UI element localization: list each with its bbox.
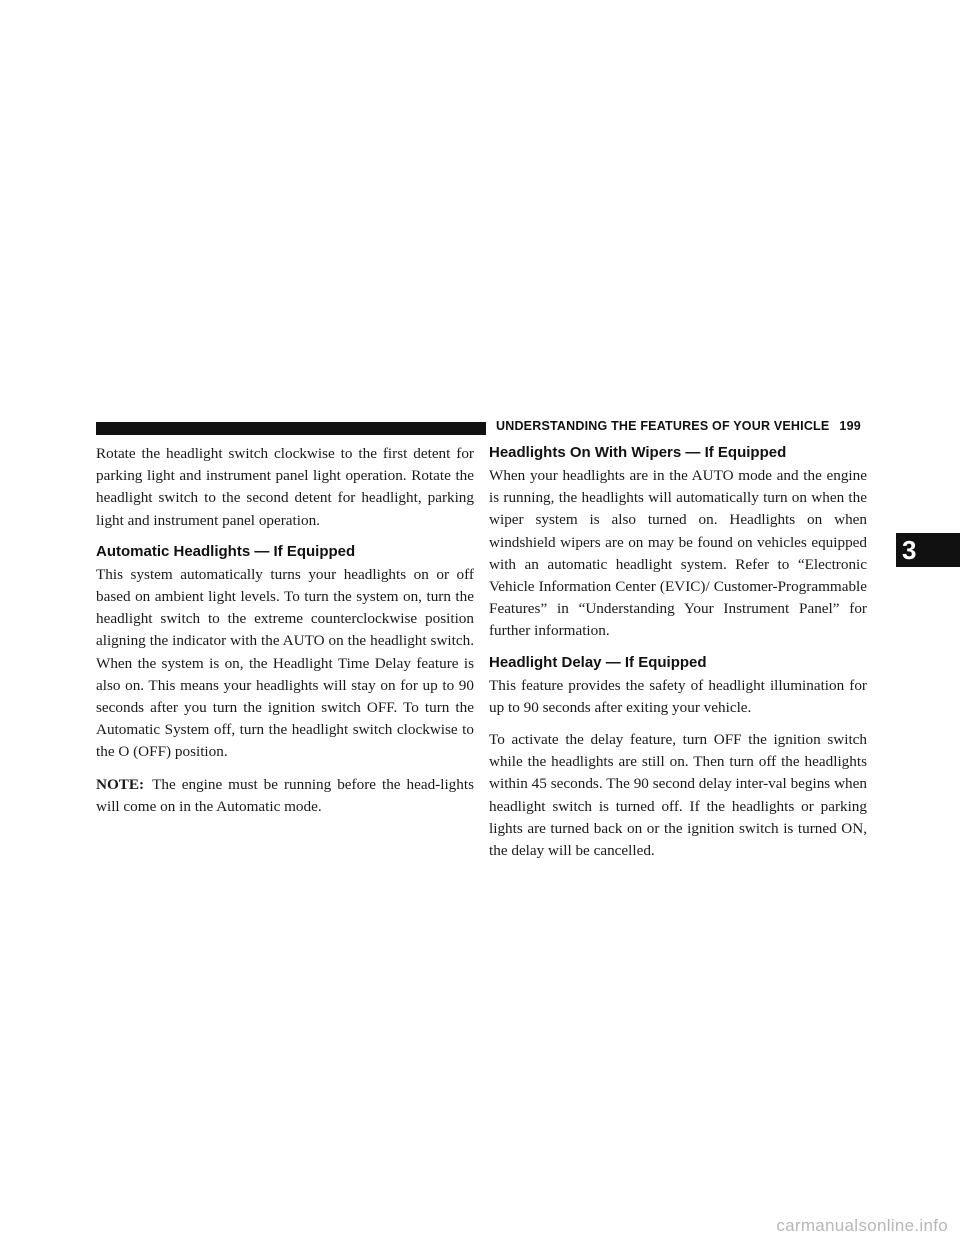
- automatic-headlights-body: This system automatically turns your headlights on or off based on ambient light levels. To turn the system on, turn the headlight switch to the extreme counterclockwise position aligning the indicator with the AUTO on the headlight switch. When the system is on, the Headlight Time Delay feature is also on. This means your headlights will stay on for up to 90 seconds after you turn the ignition switch OFF. To turn the Automatic System off, turn the headlight switch clockwise to the O (OFF) position.: [96, 565, 474, 761]
- note-text: The engine must be running before the head-lights will come on in the Automatic mode.: [96, 775, 474, 815]
- watermark: carmanualsonline.info: [776, 1216, 948, 1235]
- running-header: [496, 419, 861, 433]
- headlight-delay-heading: Headlight Delay — If Equipped: [489, 653, 707, 671]
- left-column: [96, 443, 474, 828]
- note-paragraph: [96, 774, 474, 818]
- headlights-wipers-heading: Headlights On With Wipers — If Equipped: [489, 444, 787, 461]
- header-bar: [96, 422, 486, 435]
- headlight-delay-body-2: To activate the delay feature, turn OFF the ignition switch while the headlights are still on. Then turn off the headlights within 45 seconds. The 90 second delay inter-val begins when headlight switch is turned off. If the headlights or parking lights are turned back on or the ignition switch is turned ON, the delay will be cancelled.: [489, 731, 867, 860]
- right-column: [489, 443, 867, 872]
- intro-paragraph: Rotate the headlight switch clockwise to the first detent for parking light and instrument panel light operation. Rotate the headlight switch to the second detent for headlight, parking light and instrument panel operation.: [96, 445, 474, 529]
- headlight-delay-body-1: This feature provides the safety of headlight illumination for up to 90 seconds after exiting your vehicle.: [489, 676, 867, 716]
- automatic-headlights-heading: Automatic Headlights — If Equipped: [96, 542, 356, 560]
- note-label: NOTE:: [96, 775, 145, 793]
- headlights-wipers-body: When your headlights are in the AUTO mode and the engine is running, the headlights will automatically turn on when the wiper system is also turned on. Headlights on when windshield wipers are on may be found on vehicles equipped with an automatic headlight system. Refer to “Electronic Vehicle Information Center (EVIC)/ Customer-Programmable Features” in “Understanding Your Instrument Panel” for further information.: [489, 467, 867, 640]
- page-number: 199: [839, 419, 861, 433]
- section-title: UNDERSTANDING THE FEATURES OF YOUR VEHICLE: [496, 419, 830, 433]
- chapter-tab: 3: [896, 533, 960, 567]
